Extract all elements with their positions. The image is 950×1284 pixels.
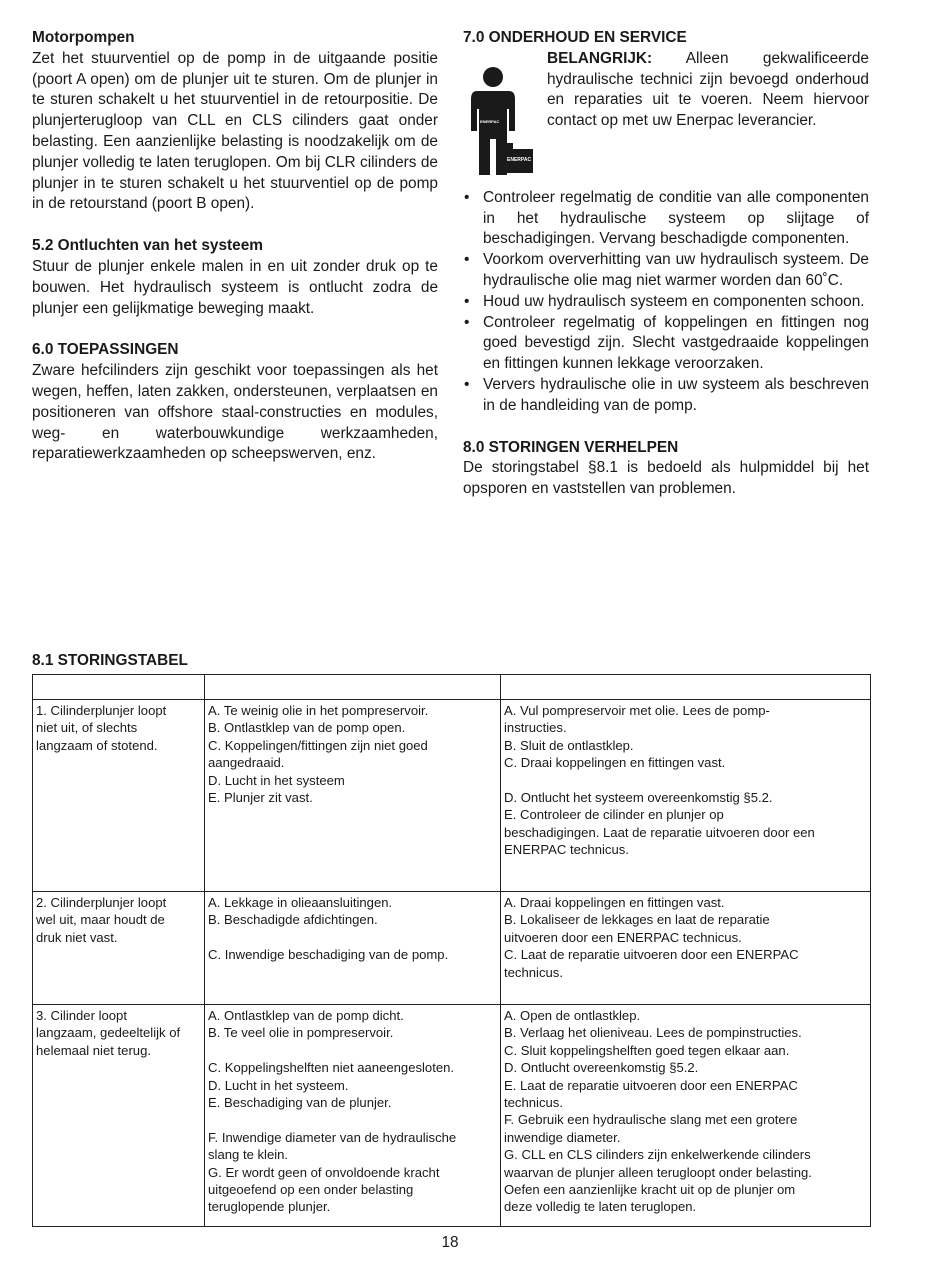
list-item: • Controleer regelmatig of koppelingen en fittingen nog goed bevestigd zijn. Slecht vastgedraaide koppelingen en fittingen kunnen lekkage veroorzaken. [463, 313, 869, 375]
storingen-paragraph: De storingstabel §8.1 is bedoeld als hulpmiddel bij het opsporen en vaststellen van problemen. [463, 459, 869, 498]
solution-line: beschadigingen. Laat de reparatie uitvoeren door een [504, 824, 815, 840]
solution-cell [501, 700, 871, 892]
ontluchten-paragraph: Stuur de plunjer enkele malen in en uit zonder druk op te bouwen. Het hydraulisch systeem is ontlucht zodra de plunjer een gelijkmatige beweging maakt. [32, 257, 438, 317]
enerpac-badge: ENERPAC [507, 156, 532, 163]
cause-line: E. Plunjer zit vast. [208, 790, 313, 806]
symptom-line: druk niet vast. [36, 929, 118, 945]
symptom-cell [33, 700, 205, 892]
symptom-line: langzaam, gedeeltelijk of [36, 1025, 181, 1041]
storingen-heading: 8.0 STORINGEN VERHELPEN [463, 438, 679, 456]
solution-cell [501, 892, 871, 1005]
cause-line [208, 1042, 497, 1059]
list-item: • Houd uw hydraulisch systeem en componenten schoon. [463, 292, 869, 313]
solution-line: C. Laat de reparatie uitvoeren door een ENERPAC [504, 947, 799, 963]
header-cell [205, 675, 501, 700]
toepassingen-paragraph: Zware hefcilinders zijn geschikt voor toepassingen als het wegen, heffen, laten zakken, ondersteunen, verplaatsen en positioneren van offshore staal-constructies en modules, weg- en waterbouwkundige werkzaamheden, reparatiewerkzaamheden op scheepswerven, enz. [32, 362, 438, 463]
onderhoud-heading: 7.0 ONDERHOUD EN SERVICE [463, 29, 687, 46]
symptom-line: 3. Cilinder loopt [36, 1008, 127, 1023]
symptom-cell [33, 1005, 205, 1227]
cause-cell [205, 1005, 501, 1227]
solution-line: G. CLL en CLS cilinders zijn enkelwerkende cilinders [504, 1147, 811, 1163]
solution-line: technicus. [504, 1095, 563, 1111]
symptom-line: 2. Cilinderplunjer loopt [36, 895, 167, 910]
cause-line: D. Lucht in het systeem [208, 772, 345, 788]
solution-line: waarvan de plunjer alleen terugloopt onder belasting. [504, 1164, 812, 1180]
table-row [33, 1005, 871, 1227]
ontluchten-heading: 5.2 Ontluchten van het systeem [32, 237, 263, 255]
solution-line: uitvoeren door een ENERPAC technicus. [504, 929, 742, 945]
cause-line: A. Te weinig olie in het pompreservoir. [208, 703, 429, 718]
cause-cell [205, 700, 501, 892]
right-column [463, 28, 869, 500]
cause-line: C. Inwendige beschadiging van de pomp. [208, 947, 449, 963]
solution-line: ENERPAC technicus. [504, 842, 629, 858]
important-notice [463, 49, 869, 175]
cause-line: teruglopende plunjer. [208, 1199, 331, 1215]
motorpompen-paragraph: Zet het stuurventiel op de pomp in de uitgaande positie (poort A open) om de plunjer uit te sturen. Om de plunjer in te sturen schakelt u het stuurventiel in de retourpositie. De plunjerterugloop van CLL en CLS cilinders gaat onder belasting. Een aanzienlijke belasting is noodzakelijk om de plunjer volledig te laten teruglopen. Om bij CLR cilinders de plunjer in te sturen schakelt u het stuurventiel op de pomp in de retourstand (poort B open). [32, 49, 438, 213]
solution-line: E. Laat de reparatie uitvoeren door een ENERPAC [504, 1077, 798, 1093]
symptom-line: langzaam of stotend. [36, 737, 158, 753]
table-header-row [33, 675, 871, 700]
cause-line: E. Beschadiging van de plunjer. [208, 1095, 392, 1111]
cause-line: C. Koppelingen/fittingen zijn niet goed [208, 737, 428, 753]
solution-line: B. Sluit de ontlastklep. [504, 737, 634, 753]
header-cell [33, 675, 205, 700]
symptom-line: helemaal niet terug. [36, 1042, 152, 1058]
belangrijk-text: Alleen gekwalificeerde hydraulische technici zijn bevoegd onderhoud en reparaties uit te voeren. Neem hiervoor contact op met uw Enerpac leverancier. [547, 49, 869, 130]
list-item: • Controleer regelmatig de conditie van alle componenten in het hydraulische systeem op slijtage of beschadigingen. Vervang beschadigde componenten. [463, 188, 869, 250]
solution-line: C. Sluit koppelingshelften goed tegen elkaar aan. [504, 1042, 790, 1058]
cause-line: B. Beschadigde afdichtingen. [208, 912, 378, 928]
troubleshooting-table [32, 674, 871, 1227]
solution-cell [501, 1005, 871, 1227]
motorpompen-heading: Motorpompen [32, 29, 135, 46]
table-row [33, 700, 871, 892]
solution-line: D. Ontlucht overeenkomstig §5.2. [504, 1060, 699, 1076]
solution-line: E. Controleer de cilinder en plunjer op [504, 807, 724, 823]
belangrijk-paragraph [547, 49, 869, 132]
cause-line: B. Te veel olie in pompreservoir. [208, 1025, 394, 1041]
symptom-line: 1. Cilinderplunjer loopt [36, 703, 167, 718]
header-cell [501, 675, 871, 700]
cause-cell [205, 892, 501, 1005]
table-row [33, 892, 871, 1005]
cause-line: aangedraaid. [208, 755, 285, 771]
cause-line [208, 929, 497, 946]
cause-line: B. Ontlastklep van de pomp open. [208, 720, 406, 736]
cause-line: F. Inwendige diameter van de hydraulische [208, 1129, 457, 1145]
solution-line: A. Draai koppelingen en fittingen vast. [504, 895, 725, 910]
cause-line: A. Ontlastklep van de pomp dicht. [208, 1008, 404, 1023]
solution-line: Oefen een aanzienlijke kracht uit op de plunjer om [504, 1182, 796, 1198]
symptom-line: wel uit, maar houdt de [36, 912, 165, 928]
technician-icon [463, 65, 535, 177]
page-number: 18 [441, 1234, 459, 1251]
enerpac-shirt-badge: ENERPAC [480, 118, 500, 124]
list-item: • Ververs hydraulische olie in uw systeem als beschreven in de handleiding van de pomp. [463, 375, 869, 417]
cause-line: slang te klein. [208, 1147, 289, 1163]
solution-line: deze volledig te laten teruglopen. [504, 1199, 697, 1215]
toepassingen-heading: 6.0 TOEPASSINGEN [32, 341, 179, 359]
solution-line: C. Draai koppelingen en fittingen vast. [504, 755, 726, 771]
cause-line: G. Er wordt geen of onvoldoende kracht [208, 1164, 440, 1180]
symptom-cell [33, 892, 205, 1005]
solution-line: instructies. [504, 720, 567, 736]
cause-line: D. Lucht in het systeem. [208, 1077, 349, 1093]
cause-line: uitgeoefend op een onder belasting [208, 1182, 414, 1198]
cause-line: A. Lekkage in olieaansluitingen. [208, 895, 393, 910]
symptom-line: niet uit, of slechts [36, 720, 138, 736]
solution-line [504, 772, 867, 789]
solution-line: F. Gebruik een hydraulische slang met een grotere [504, 1112, 798, 1128]
maintenance-list [463, 188, 869, 417]
solution-line: D. Ontlucht het systeem overeenkomstig §5.2. [504, 790, 773, 806]
solution-line: technicus. [504, 964, 563, 980]
solution-line: A. Vul pompreservoir met olie. Lees de pomp- [504, 703, 770, 718]
solution-line: inwendige diameter. [504, 1129, 621, 1145]
cause-line [208, 1111, 497, 1128]
left-column [32, 28, 438, 465]
table-title: 8.1 STORINGSTABEL [32, 652, 188, 669]
list-item: • Voorkom oververhitting van uw hydraulisch systeem. De hydraulische olie mag niet warmer worden dan 60˚C. [463, 250, 869, 292]
cause-line: C. Koppelingshelften niet aaneengesloten. [208, 1060, 455, 1076]
belangrijk-label: BELANGRIJK: [547, 49, 653, 67]
solution-line: A. Open de ontlastklep. [504, 1008, 641, 1023]
solution-line: B. Verlaag het olieniveau. Lees de pompinstructies. [504, 1025, 802, 1041]
solution-line: B. Lokaliseer de lekkages en laat de reparatie [504, 912, 770, 928]
